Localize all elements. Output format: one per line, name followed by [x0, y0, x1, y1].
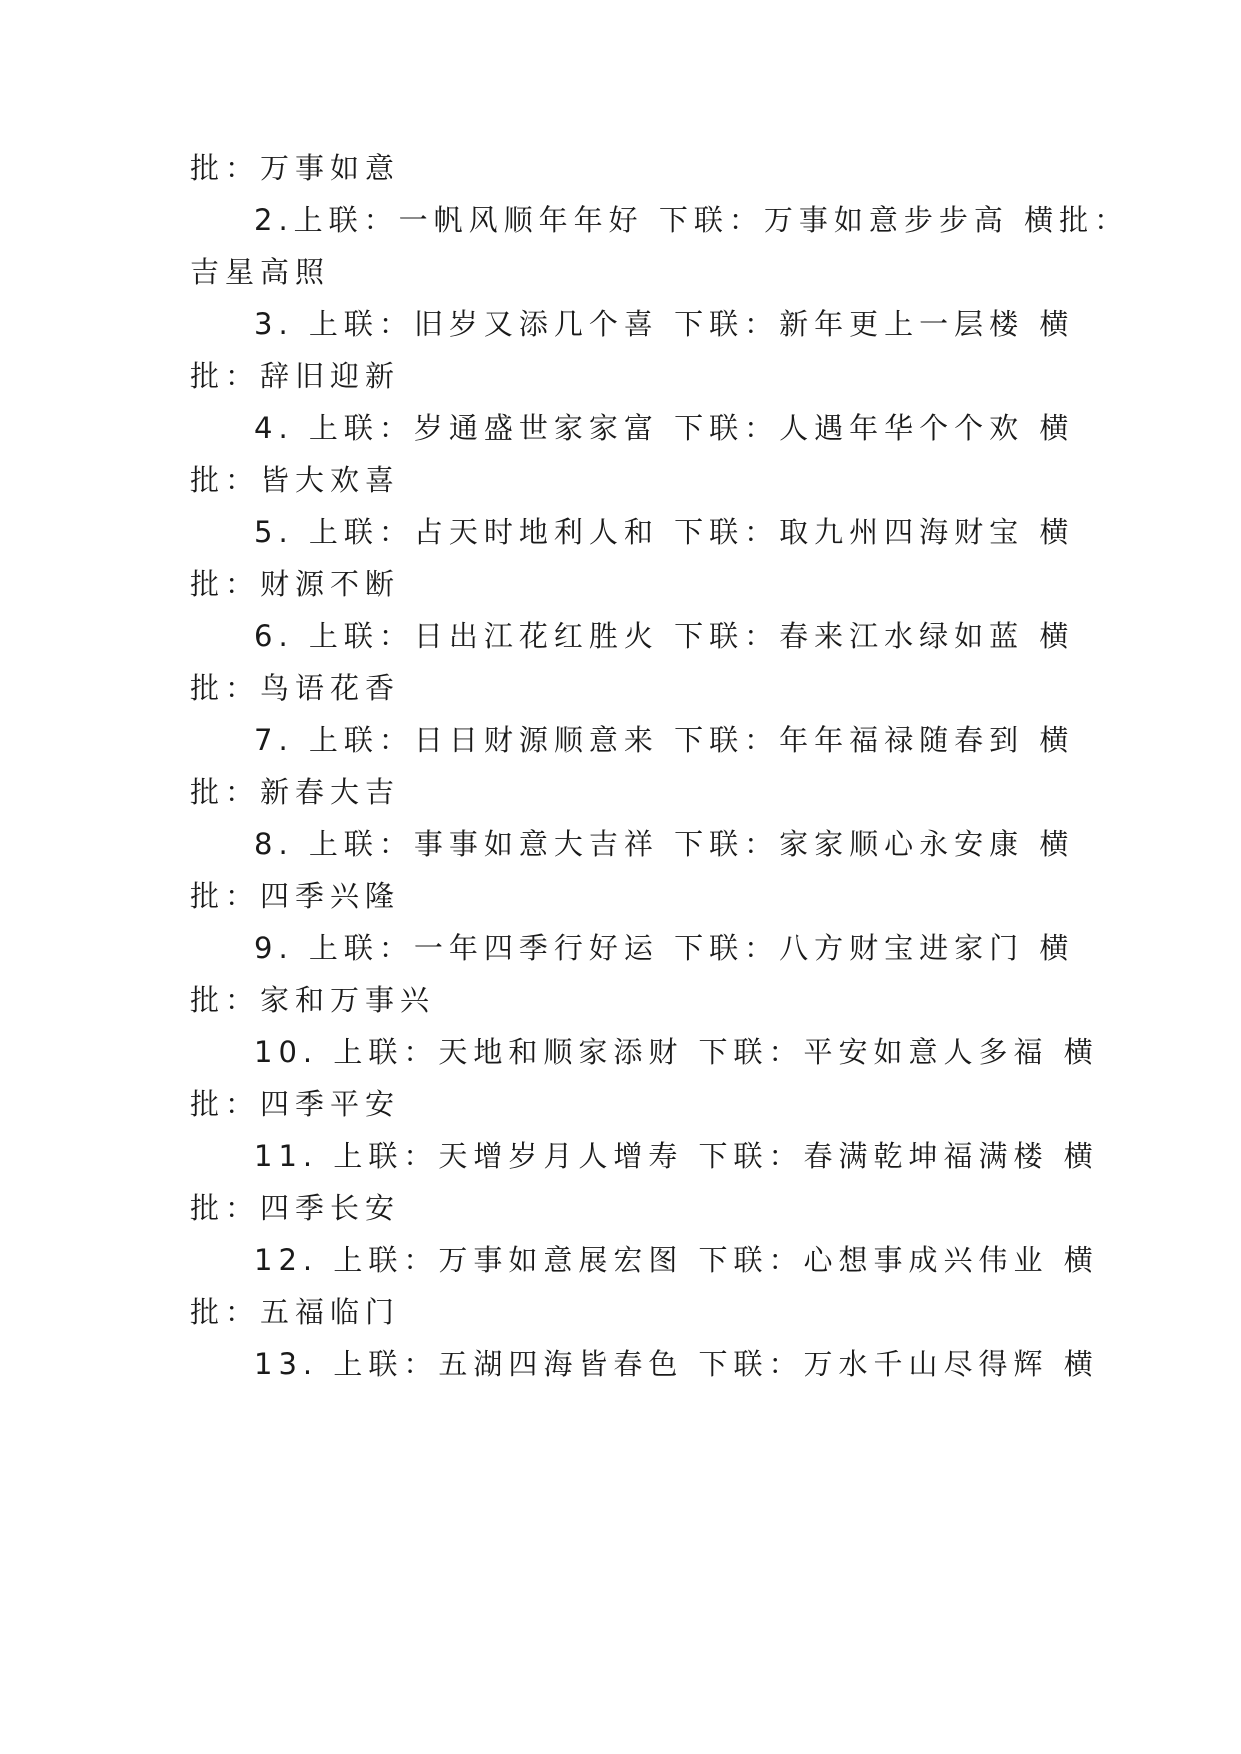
text-line: 批：四季长安 — [190, 1191, 401, 1225]
text-line: 吉星高照 — [190, 255, 331, 289]
text-line: 11. 上联：天增岁月人增寿 下联：春满乾坤福满楼 横 — [254, 1139, 1099, 1173]
text-line: 5. 上联：占天时地利人和 下联：取九州四海财宝 横 — [254, 515, 1075, 549]
text-line: 2.上联：一帆风顺年年好 下联：万事如意步步高 横批： — [254, 203, 1130, 237]
text-line: 批：四季兴隆 — [190, 879, 401, 913]
text-line: 4. 上联：岁通盛世家家富 下联：人遇年华个个欢 横 — [254, 411, 1075, 445]
text-line: 批：五福临门 — [190, 1295, 401, 1329]
text-line: 10. 上联：天地和顺家添财 下联：平安如意人多福 横 — [254, 1035, 1099, 1069]
text-line: 批：四季平安 — [190, 1087, 401, 1121]
text-line: 批：财源不断 — [190, 567, 401, 601]
text-line: 7. 上联：日日财源顺意来 下联：年年福禄随春到 横 — [254, 723, 1075, 757]
text-line: 13. 上联：五湖四海皆春色 下联：万水千山尽得辉 横 — [254, 1347, 1099, 1381]
text-line: 批：皆大欢喜 — [190, 463, 401, 497]
text-line: 8. 上联：事事如意大吉祥 下联：家家顺心永安康 横 — [254, 827, 1075, 861]
text-line: 批：辞旧迎新 — [190, 359, 401, 393]
text-line: 12. 上联：万事如意展宏图 下联：心想事成兴伟业 横 — [254, 1243, 1099, 1277]
text-line: 批：家和万事兴 — [190, 983, 436, 1017]
text-line: 9. 上联：一年四季行好运 下联：八方财宝进家门 横 — [254, 931, 1075, 965]
text-line: 3. 上联：旧岁又添几个喜 下联：新年更上一层楼 横 — [254, 307, 1075, 341]
text-line: 批：新春大吉 — [190, 775, 401, 809]
text-line: 批：鸟语花香 — [190, 671, 401, 705]
text-line: 批：万事如意 — [190, 151, 401, 185]
text-line: 6. 上联：日出江花红胜火 下联：春来江水绿如蓝 横 — [254, 619, 1075, 653]
